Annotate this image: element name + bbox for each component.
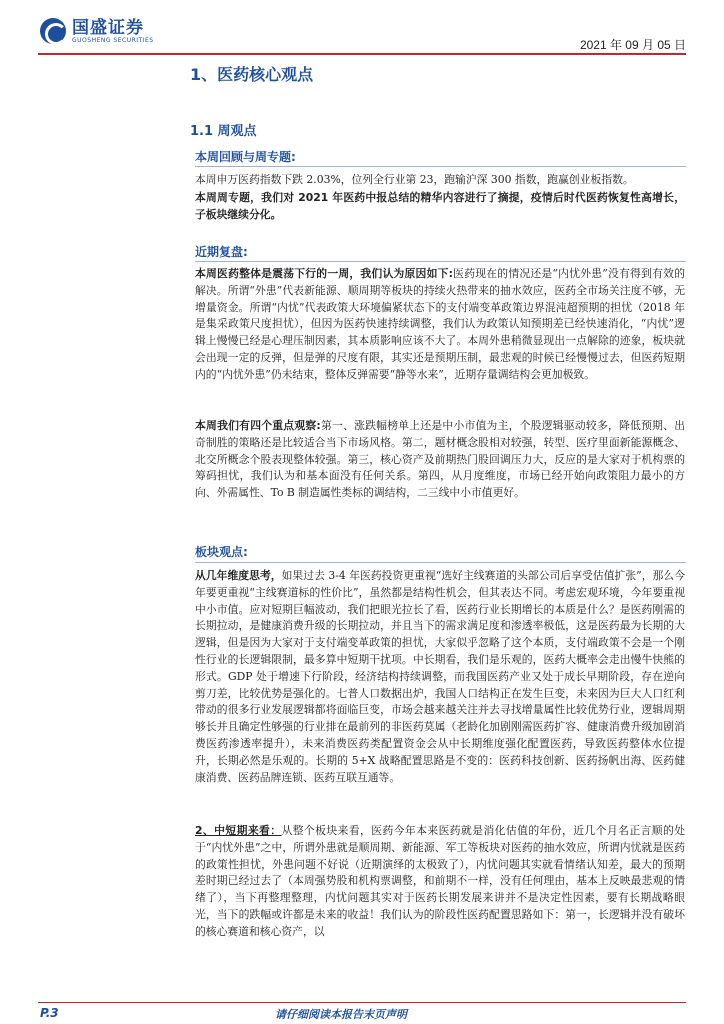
weekly-review-heading: 本周回顾与周专题: (195, 150, 296, 164)
sector-view-body-1: 如果过去 3-4 年医药投资更重视“选好主线赛道的头部公司后享受估值扩张”，那么今年要更重视“主线赛道标的性价比”，虽然都是结构性机会，但其表达不同。考虑宏观环境，今年要重视中小市值。应对短期巨幅波动，我们把眼光拉长了看，医药行业长期增长的本质是什么？是医药刚需的长期拉动，是健康消费升级的长期拉动，并且当下的需求满足度和渗透率极低，这是医药最为长期的大逻辑，但是因为大家对于支付端变革政策的担忧，大家似乎忽略了这个本质，支付端政策不会是一个刚性行业的长逻辑限制，最多算中短期干扰项。中长期看，我们是乐观的，医药大概率会走出慢牛快熊的形式。GDP 处于增速下行阶段，经济结构持续调整，而我国医药产业又处于成长早期阶段，存在逆向剪刀差，比较优势是强化的。七普人口数据出炉，我国人口结构正在发生巨变，未来因为巨大人口红利带动的很多行业发展逻辑都将面临巨变，市场会越来越关注并去寻找增量属性比较优势行业，逻辑周期够长并且确定性够强的行业排在最前列的非医药莫属（老龄化加剧刚需医药扩容、健康消费升级加剧消费医药渗透率提升），未来消费医药类配置资金会从中长期维度强化配置医药，导致医药整体水位提升，长期必然是乐观的。长期的 5+X 战略配置思路是不变的：医药科技创新、医药扬帆出海、医药健康消费、医药品牌连锁、医药互联互通等。 (195, 569, 685, 784)
section-title: 1、医药核心观点 (190, 65, 314, 84)
page-header (0, 0, 724, 60)
company-logo (40, 18, 154, 44)
sector-view-lead-2: 2、中短期来看： (195, 824, 282, 837)
weekly-index-paragraph: 本周申万医药指数下跌 2.03%，位列全行业第 23，跑输沪深 300 指数，跑赢创业板指数。 (195, 173, 634, 186)
weekly-topic-paragraph: 本周周专题，我们对 2021 年医药中报总结的精华内容进行了摘提，疫情后时代医药恢复性高增长，子板块继续分化。 (195, 191, 685, 221)
recent-review-lead-2: 本周我们有四个重点观察: (195, 419, 321, 432)
logo-emblem-icon (40, 18, 66, 44)
recent-review-heading: 近期复盘: (195, 245, 248, 259)
recent-review-lead-1: 本周医药整体是震荡下行的一周，我们认为原因如下: (195, 267, 453, 280)
recent-review-body-2: 第一、涨跌幅榜单上还是中小市值为主，个股逻辑驱动较多，降低预期、出奇制胜的策略还是比较适合当下市场风格。第二，题材概念股相对较强，转型、医疗里面新能源概念、北交所概念个股表现整体较强。第三，核心资产及前期热门股回调压力大，反应的是大家对于机构票的筹码担忧，我们认为和基本面没有任何关系。第四，从月度维度，市场已经开始向政策阻力最小的方向、外需属性、To B 制造属性类标的调结构，二三线中小市值更好。 (195, 419, 686, 500)
sector-view-paragraph-1 (195, 568, 685, 786)
recent-review-divider (195, 261, 686, 262)
sector-view-divider (195, 562, 686, 563)
page-number: P.3 (40, 1006, 59, 1020)
recent-review-body-1: 医药现在的情况还是“内忧外患”没有得到有效的解决。所谓“外患”代表新能源、顺周期等板块的持续火热带来的抽水效应，医药全市场关注度不够，无增量资金。所谓“内忧”代表政策大环境偏紧状态下的支付端变革政策边界混沌超预期的担忧（2018 年是集采政策尺度担忧），但因为医药快速持续调整，我们认为政策认知预期差已经快速消化，“内忧”逻辑上慢慢已经是心理压制因素，其本质影响应该不大了。本周外患稍微显现出一点解除的迹象，板块就会出现一定的反弹，但是弹的尺度有限，其实还是预期压制，最悲观的时候已经慢慢过去，但医药短期内的“内忧外患”仍未结束，整体反弹需要“静等水来”，近期存量调结构会更加极致。 (195, 267, 685, 381)
recent-review-paragraph-2 (195, 418, 685, 502)
weekly-review-divider (195, 166, 686, 167)
subsection-title: 1.1 周观点 (190, 124, 257, 139)
sector-view-lead-1: 从几年维度思考， (195, 569, 282, 582)
sector-view-heading: 板块观点: (195, 545, 248, 559)
sector-view-paragraph-2 (195, 823, 685, 941)
report-date: 2021 年 09 月 05 日 (579, 38, 686, 52)
sector-view-body-2: 从整个板块来看，医药今年本来医药就是消化估值的年份，近几个月名正言顺的处于“内忧外患”之中，所谓外患就是顺周期、新能源、军工等板块对医药的抽水效应，所谓内忧就是医药的政策性担忧，外患问题不好说（近期演绎的太极致了），内忧问题其实就看情绪认知差，最大的预期差时期已经过去了（本周强势股和机构票调整，和前期不一样，没有任何理由，基本上反映最悲观的情绪了），当下再整理整理，内忧问题其实对于医药长期发展来讲并不是决定性因素，要有长期战略眼光，当下的跌幅或许都是未来的收益！我们认为的阶段性医药配置思路如下：第一，长逻辑并没有破坏的核心赛道和核心资产，以 (195, 824, 685, 938)
logo-name: 国盛证券 (72, 17, 144, 38)
recent-review-paragraph-1 (195, 266, 685, 384)
footer-divider (38, 1002, 686, 1003)
logo-english-name: GUOSHENG SECURITIES (72, 36, 154, 44)
header-divider (38, 53, 686, 55)
footer-disclaimer: 请仔细阅读本报告末页声明 (275, 1008, 407, 1021)
